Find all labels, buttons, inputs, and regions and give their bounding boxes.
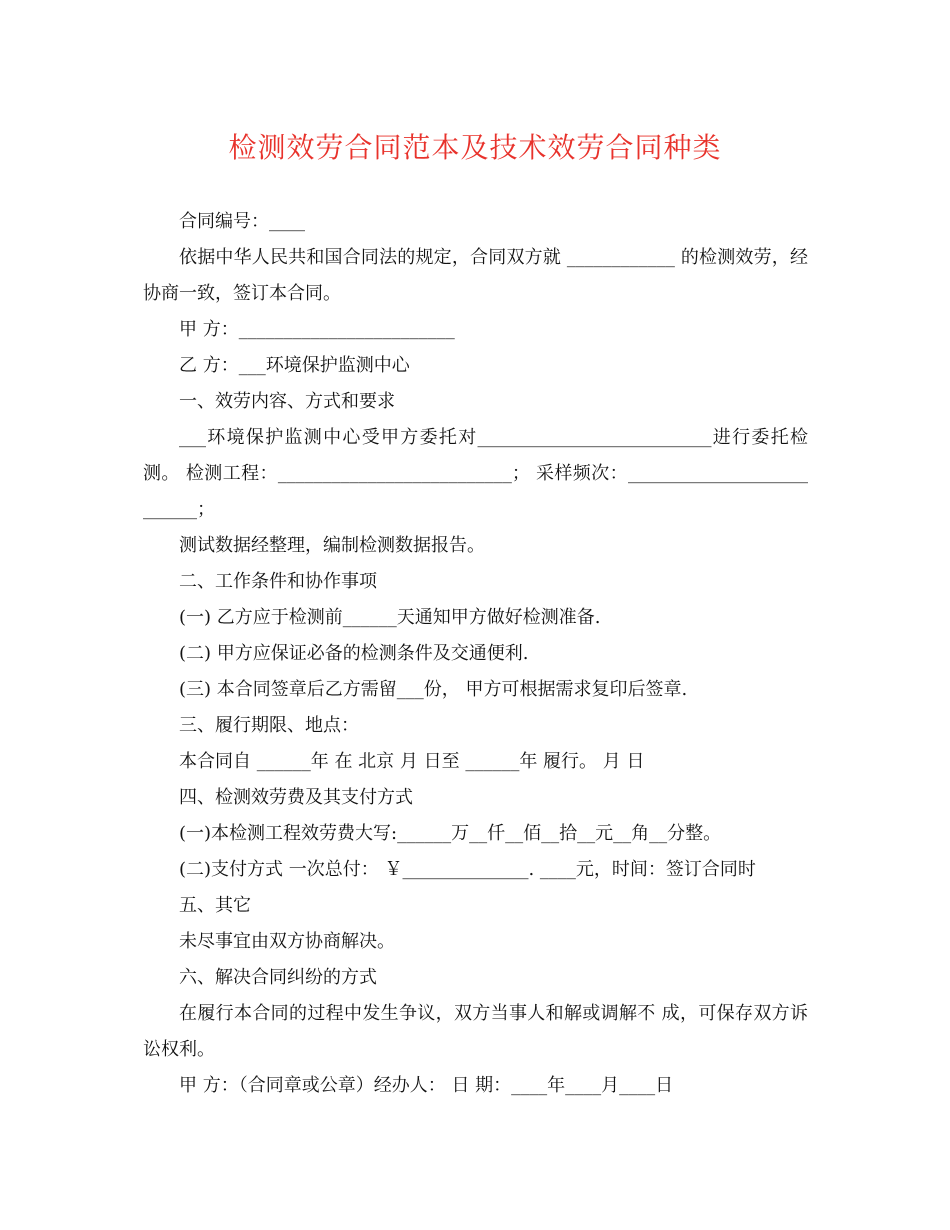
section-2-item-3: (三) 本合同签章后乙方需留___份， 甲方可根据需求复印后签章. xyxy=(179,679,688,700)
section-6-body: 在履行本合同的过程中发生争议，双方当事人和解或调解不 成，可保存双方诉讼权利。 xyxy=(143,1003,808,1060)
section-1-heading: 一、效劳内容、方式和要求 xyxy=(179,391,395,412)
section-3-heading: 三、履行期限、地点： xyxy=(179,715,359,736)
party-a-line: 甲 方：________________________ xyxy=(179,319,455,340)
section-6-heading: 六、解决合同纠纷的方式 xyxy=(179,967,377,988)
contract-number: 合同编号：____ xyxy=(179,211,305,232)
section-3-body: 本合同自 ______年 在 北京 月 日至 ______年 履行。 月 日 xyxy=(179,751,645,772)
section-2-item-1: (一) 乙方应于检测前______天通知甲方做好检测准备. xyxy=(179,607,601,628)
section-4-heading: 四、检测效劳费及其支付方式 xyxy=(179,787,413,808)
section-5-body: 未尽事宜由双方协商解决。 xyxy=(179,931,395,952)
contract-preamble: 依据中华人民共和国合同法的规定，合同双方就 ____________ 的检测效劳，经协商一致，签订本合同。 xyxy=(143,247,808,304)
party-b-line: 乙 方：___环境保护监测中心 xyxy=(179,355,410,376)
document-body xyxy=(143,204,808,1104)
section-2-item-2: (二) 甲方应保证必备的检测条件及交通便利. xyxy=(179,643,529,664)
section-2-heading: 二、工作条件和协作事项 xyxy=(179,571,377,592)
section-4-item-1: (一)本检测工程效劳费大写:______万__仟__佰__拾__元__角__分整。 xyxy=(179,823,722,844)
signature-line: 甲 方：（合同章或公章）经办人： 日 期：____年____月____日 xyxy=(179,1075,674,1096)
section-1-body: ___环境保护监测中心受甲方委托对__________________________进行委托检测。 检测工程：__________________________； 采样频次：__________________________； xyxy=(143,427,808,520)
section-5-heading: 五、其它 xyxy=(179,895,251,916)
document-title: 检测效劳合同范本及技术效劳合同种类 xyxy=(228,131,722,164)
section-1-report: 测试数据经整理，编制检测数据报告。 xyxy=(179,535,485,556)
section-4-item-2: (二)支付方式 一次总付： ￥______________. ____元，时间：签订合同时 xyxy=(179,859,756,880)
